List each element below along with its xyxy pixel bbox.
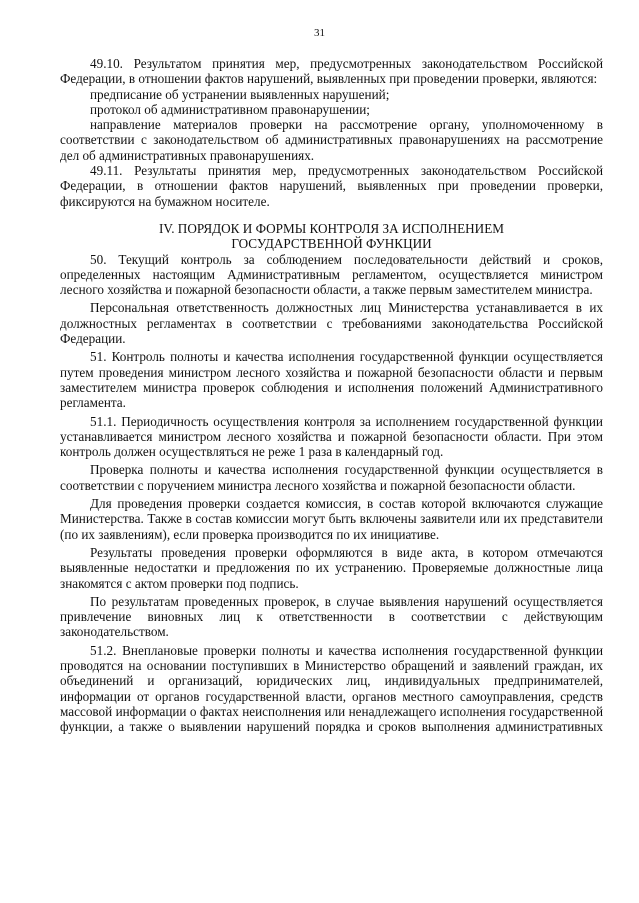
document-body [60,56,603,734]
list-item-protocol: протокол об административном правонарушении; [90,101,370,117]
page-number: 31 [314,27,325,39]
section-heading-line-1: IV. ПОРЯДОК И ФОРМЫ КОНТРОЛЯ ЗА ИСПОЛНЕНИЕМ [158,220,504,236]
paragraph-inspection-results: Результаты проведения проверки оформляются в виде акта, в котором отмечаются выявленные недостатки и предложения по их устранению. Проверяемые должностные лица знакомятся с актом проверки под подпись. [60,544,603,591]
list-item-referral: направление материалов проверки на рассмотрение органу, уполномоченному в соответствии с законодательством об административных правонарушениях на рассмотрение дел об административных правонарушениях. [60,117,603,163]
paragraph-personal-responsibility: Персональная ответственность должностных лиц Министерства устанавливается в их должностных регламентах в соответствии с требованиями законодательства Российской Федерации. [60,300,603,347]
section-heading [60,221,603,252]
paragraph-51-1: 51.1. Периодичность осуществления контроля за исполнением государственной функции устанавливается министром лесного хозяйства и пожарной безопасности области. При этом контроль должен осуществляться не реже 1 раза в календарный год. [60,413,603,460]
list-item-prescription: предписание об устранении выявленных нарушений; [90,86,390,102]
paragraph-violations: По результатам проведенных проверок, в случае выявления нарушений осуществляется привлечение виновных лиц к ответственности в соответствии с действующим законодательством. [60,593,603,640]
section-heading-line-2: ГОСУДАРСТВЕННОЙ ФУНКЦИИ [231,236,432,252]
paragraph-commission: Для проведения проверки создается комиссия, в состав которой включаются служащие Министерства. Также в состав комиссии могут быть включены заявители или их представители (по их заявлениям), если проверка производится по их инициативе. [60,496,603,542]
paragraph-50: 50. Текущий контроль за соблюдением последовательности действий и сроков, определенных настоящим Административным регламентом, осуществляется министром лесного хозяйства и пожарной безопасности области, а также первым заместителем министра. [60,251,603,298]
paragraph-49-10: 49.10. Результатом принятия мер, предусмотренных законодательством Российской Федерации, в отношении фактов нарушений, выявленных при проведении проверки, являются: [60,56,603,87]
paragraph-inspection-quality: Проверка полноты и качества исполнения государственной функции осуществляется в соответствии с поручением министра лесного хозяйства и пожарной безопасности области. [60,462,603,493]
paragraph-51-2: 51.2. Внеплановые проверки полноты и качества исполнения государственной функции проводятся на основании поступивших в Министерство обращений и заявлений граждан, их объединений и организаций, юридических лиц, индивидуальных предпринимателей, информации от органов государственной власти, органов местного самоуправления, средств массовой информации о фактах неисполнения или ненадлежащего исполнения государственной функции, а также о выявлении нарушений порядка и сроков выполнения административных [60,642,603,735]
paragraph-51: 51. Контроль полноты и качества исполнения государственной функции осуществляется путем проведения министром лесного хозяйства и пожарной безопасности области и первым заместителем министра проверок соблюдения и исполнения положений Административного регламента. [60,349,603,411]
paragraph-49-11: 49.11. Результаты принятия мер, предусмотренных законодательством Российской Федерации, в отношении фактов нарушений, выявленных при проведении проверки, фиксируются на бумажном носителе. [60,163,603,209]
